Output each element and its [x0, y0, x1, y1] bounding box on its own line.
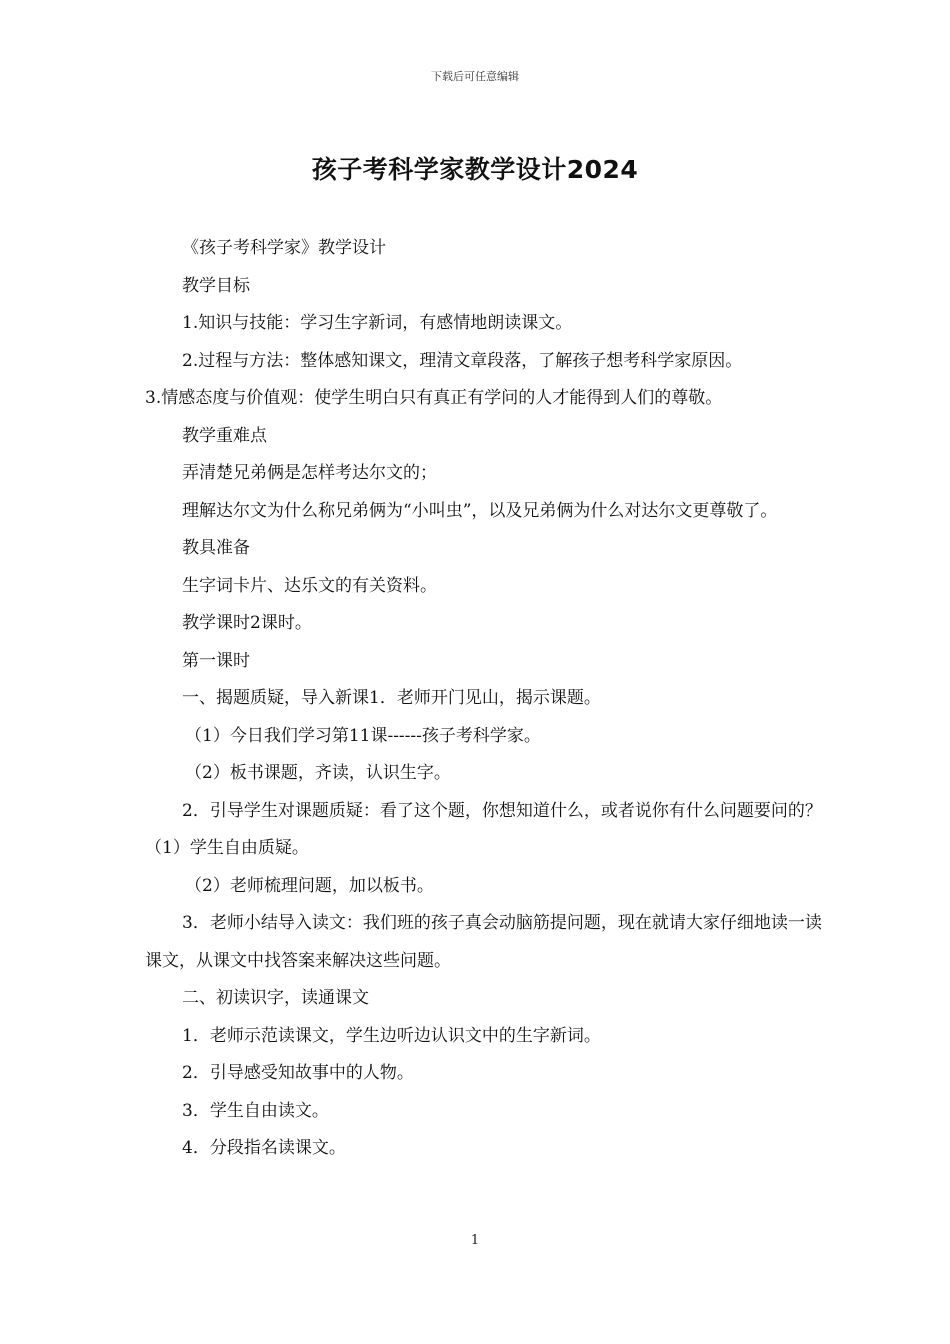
paragraph-objective-1: 1.知识与技能：学习生字新词，有感情地朗读课文。 [182, 313, 573, 333]
paragraph-first-lesson: 第一课时 [182, 650, 250, 671]
paragraph-objective-2: 2.过程与方法：整体感知课文，理清文章段落，了解孩子想考科学家原因。 [182, 350, 743, 371]
paragraph-lesson-heading: 《孩子考科学家》教学设计 [182, 238, 386, 258]
paragraph-key-points-heading: 教学重难点 [182, 425, 267, 446]
paragraph-section-2-step-1: 1．老师示范读课文，学生边听边认识文中的生字新词。 [182, 1025, 601, 1046]
paragraph-step-2-2: （2）老师梳理问题，加以板书。 [185, 875, 434, 896]
paragraph-step-2: 2．引导学生对课题质疑：看了这个题，你想知道什么，或者说你有什么问题要问的？（1）学生自由质疑。 [145, 800, 822, 858]
paragraph-key-point-2: 理解达尔文为什么称兄弟俩为“小叫虫”，以及兄弟俩为什么对达尔文更尊敬了。 [182, 500, 778, 521]
paragraph-materials-heading: 教具准备 [182, 538, 250, 558]
document-body [145, 230, 825, 1168]
paragraph-class-hours: 教学课时2课时。 [182, 613, 312, 633]
paragraph-step-1-2: （2）板书课题，齐读，认识生字。 [185, 763, 451, 783]
paragraph-objective-3: 3.情感态度与价值观：使学生明白只有真正有学问的人才能得到人们的尊敬。 [145, 388, 723, 408]
page-number: 1 [470, 1233, 480, 1248]
paragraph-section-2: 二、初读识字，读通课文 [182, 988, 369, 1008]
paragraph-key-point-1: 弄清楚兄弟俩是怎样考达尔文的； [182, 463, 437, 483]
paragraph-section-2-step-4: 4．分段指名读课文。 [182, 1138, 346, 1158]
paragraph-step-1-1: （1）今日我们学习第11课------孩子考科学家。 [185, 725, 541, 746]
document-title: 孩子考科学家教学设计2024 [311, 155, 639, 184]
header-note: 下载后可任意编辑 [431, 70, 519, 83]
paragraph-section-2-step-2: 2．引导感受知故事中的人物。 [182, 1063, 414, 1083]
paragraph-section-2-step-3: 3．学生自由读文。 [182, 1100, 329, 1121]
paragraph-step-3: 3．老师小结导入读文：我们班的孩子真会动脑筋提问题，现在就请大家仔细地读一读课文，从课文中找答案来解决这些问题。 [145, 913, 822, 971]
paragraph-objectives-heading: 教学目标 [182, 275, 250, 296]
paragraph-materials: 生字词卡片、达乐文的有关资料。 [182, 575, 437, 596]
paragraph-section-1: 一、揭题质疑，导入新课1．老师开门见山，揭示课题。 [182, 688, 601, 708]
